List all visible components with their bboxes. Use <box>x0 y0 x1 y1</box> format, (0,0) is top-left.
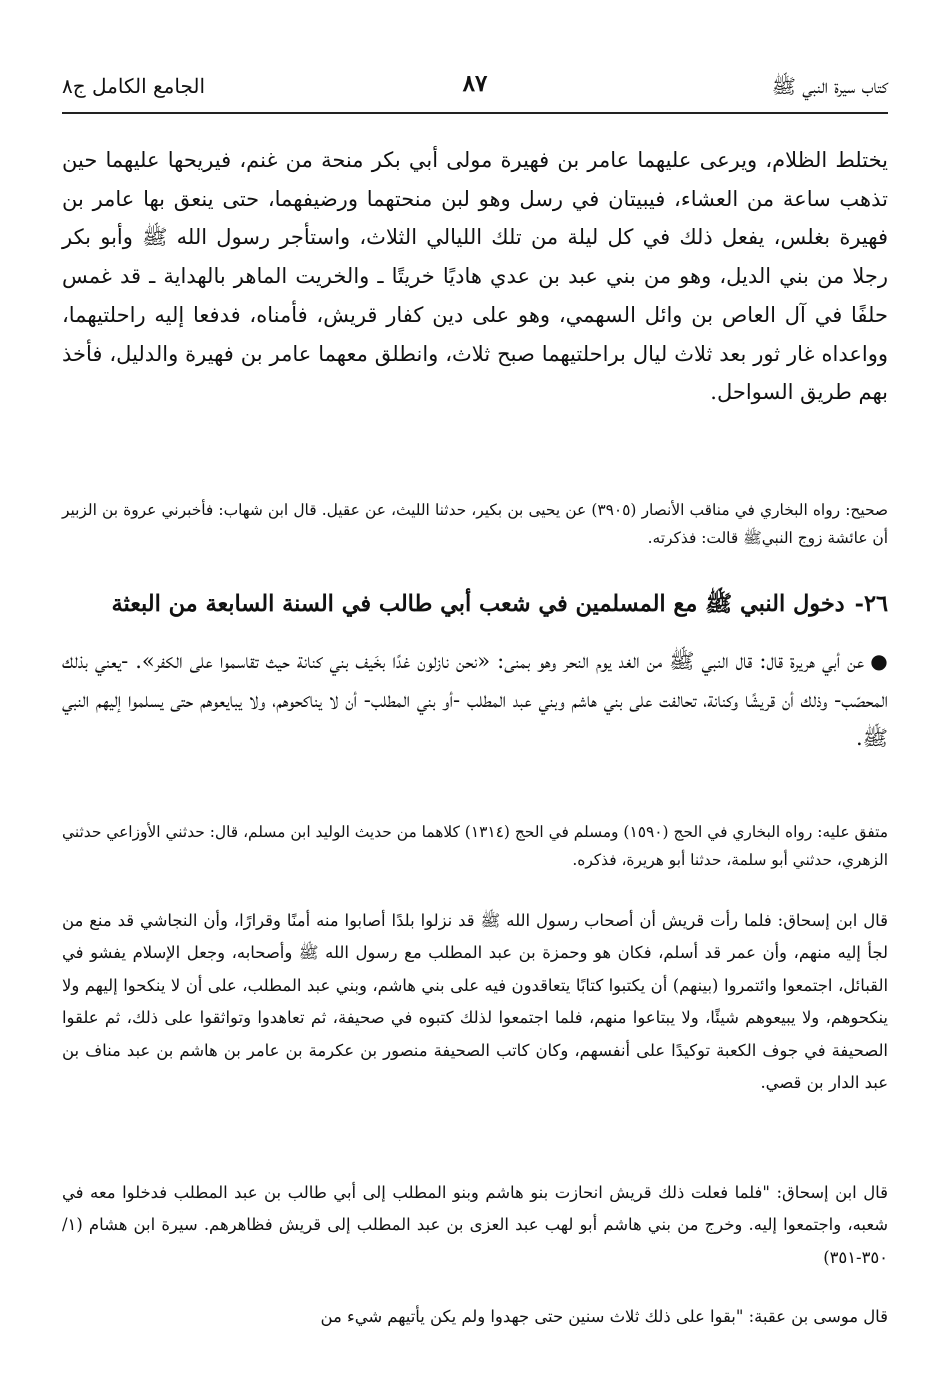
volume-title: الجامع الكامل ج٨ <box>62 74 206 98</box>
section-title: دخول النبي ﷺ مع المسلمين في شعب أبي طالب في السنة السابعة من البعثة <box>111 591 845 617</box>
bullet-icon: ● <box>870 649 888 673</box>
header-divider <box>62 112 888 114</box>
narrative-paragraph: يختلط الظلام، ويرعى عليهما عامر بن فهيرة مولى أبي بكر منحة من غنم، فيريحها عليهما حين تذهب ساعة من العشاء، فيبيتان في رسل وهو لبن منحتهما ورضيفهما، حتى ينعق بها عامر بن فهيرة بغلس، يفعل ذلك في كل ليلة من تلك الليالي الثلاث، واستأجر رسول الله ﷺ وأبو بكر رجلا من بني الديل، وهو من بني عبد بن عدي هاديًا خريتًا ـ والخريت الماهر بالهداية ـ قد غمس حلفًا في آل العاص بن وائل السهمي، وهو على دين كفار قريش، فأمناه، فدفعا إليه راحلتيهما، وواعداه غار ثور بعد ثلاث ليال براحلتيهما صبح ثلاث، وانطلق معهما عامر بن فهيرة والدليل، فأخذ بهم طريق السواحل. <box>62 148 888 405</box>
hadith-paragraph <box>62 642 888 758</box>
hadith-text: عن أبي هريرة قال: قال النبي ﷺ من الغد يوم النحر وهو بمنى: «نحن نازلون غدًا بخَيف بني كنانة حيث تقاسموا على الكفر». -يعني بذلك المحصّب- وذلك أن قريشًا وكنانة، تحالفت على بني هاشم وبني عبد المطلب -أو بني المطلب- أن لا يناكحوهم، ولا يبايعوهم حتى يسلموا إليهم النبي ﷺ. <box>62 649 888 751</box>
page-number: ٨٧ <box>462 70 488 97</box>
hadith-source-note-2: متفق عليه: رواه البخاري في الحج (١٥٩٠) ومسلم في الحج (١٣١٤) كلاهما من حديث الوليد ابن مسلم، قال: حدثني الأوزاعي حدثني الزهري، حدثني أبو سلمة، حدثنا أبو هريرة، فذكره. <box>62 823 889 869</box>
page-header <box>62 70 888 106</box>
hadith-source-note: صحيح: رواه البخاري في مناقب الأنصار (٣٩٠٥) عن يحيى بن بكير، حدثنا الليث، عن عقيل. قال ابن شهاب: فأخبرني عروة بن الزبير أن عائشة زوج النبيﷺ قالت: فذكرته. <box>62 501 888 547</box>
book-title: كتاب سيرة النبي ﷺ <box>771 74 888 98</box>
section-heading <box>62 586 888 622</box>
ibn-ishaq-quote-paragraph: قال ابن إسحاق: "فلما فعلت ذلك قريش انحازت بنو هاشم وبنو المطلب إلى أبي طالب بن عبد المطلب فدخلوا معه في شعبه، واجتمعوا إليه. وخرج من بني هاشم أبو لهب عبد العزى بن عبد المطلب إلى قريش فظاهرهم. سيرة ابن هشام (١/ ٣٥٠-٣٥١) <box>62 1183 888 1267</box>
ibn-ishaq-paragraph: قال ابن إسحاق: فلما رأت قريش أن أصحاب رسول الله ﷺ قد نزلوا بلدًا أصابوا منه أمنًا وقرارًا، وأن النجاشي قد منع من لجأ إليه منهم، وأن عمر قد أسلم، فكان هو وحمزة بن عبد المطلب مع رسول الله ﷺ وأصحابه، وجعل الإسلام يفشو في القبائل، اجتمعوا وائتمروا (بينهم) أن يكتبوا كتابًا يتعاقدون فيه على بني هاشم، وبني عبد المطلب، على أن لا ينكحوا إليهم ولا ينكحوهم، ولا يبيعوهم شيئًا، ولا يبتاعوا منهم، فلما اجتمعوا لذلك كتبوه في صحيفة، ثم تعاهدوا وتواثقوا على ذلك، ثم علقوا الصحيفة في جوف الكعبة توكيدًا على أنفسهم، وكان كاتب الصحيفة منصور بن عكرمة بن عامر بن هاشم بن عبد مناف بن عبد الدار بن قصي. <box>62 911 888 1093</box>
musa-ibn-uqba-paragraph: قال موسى بن عقبة: "بقوا على ذلك ثلاث سنين حتى جهدوا ولم يكن يأتيهم شيء من <box>320 1307 888 1326</box>
section-number: ٢٦- <box>854 591 888 617</box>
